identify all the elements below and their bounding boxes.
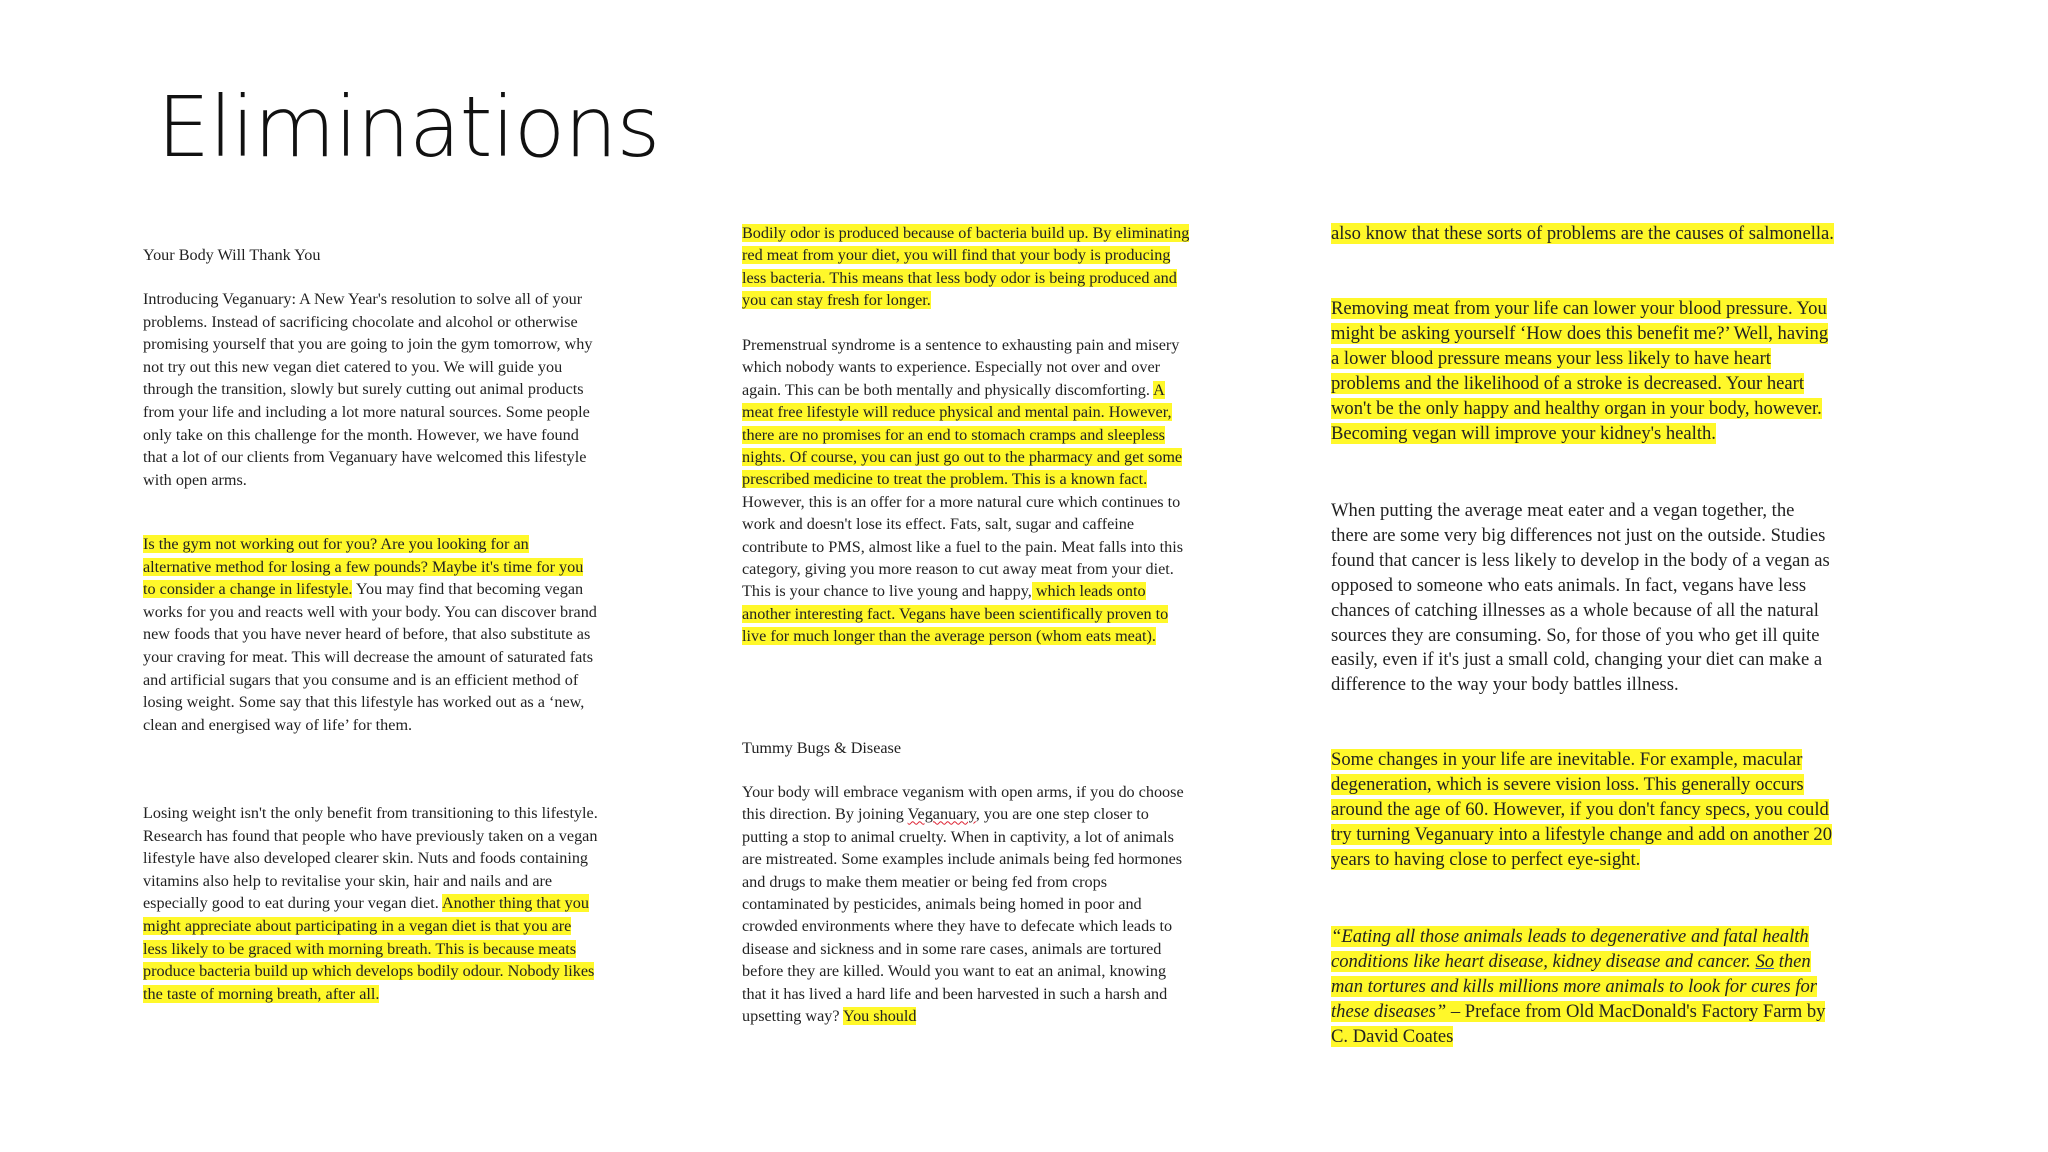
quote-attribution: – Preface from Old MacDonald's Factory Farm by C. David Coates <box>1331 1000 1826 1047</box>
highlighted-text: Removing meat from your life can lower your blood pressure. You might be asking yourself ‘How does this benefit me?’ Well, having a lower blood pressure means your less likely to have heart problems and the likelihood of a stroke is decreased. Your heart won't be the only happy and healthy organ in your body, however. Becoming vegan will improve your kidney's health. <box>1331 298 1829 444</box>
slide-title: Eliminations <box>157 78 660 176</box>
highlighted-text: Some changes in your life are inevitable. For example, macular degeneration, which is severe vision loss. This generally occurs around the age of 60. However, if you don't fancy specs, you could try turning Veganuary into a lifestyle change and add on another 20 years to having close to perfect eye-sight. <box>1331 749 1833 870</box>
paragraph: Your body will embrace veganism with open arms, if you do choose this direction. By joining Veganuary, you are one step closer to putting a stop to animal cruelty. When in captivity, a lot of animals are mistreated. Some examples include animals being fed hormones and drugs to make them meatier or being fed from crops contaminated by pesticides, animals being homed in poor and crowded environments where they have to defecate which leads to disease and sickness and in some rare cases, animals are tortured before they are killed. Would you want to eat an animal, knowing that it has lived a hard life and been harvested in such a harsh and upsetting way? You should <box>742 783 1184 1026</box>
paragraph: Losing weight isn't the only benefit from transitioning to this lifestyle. Research has found that people who have previously taken on a vegan lifestyle have also developed clearer skin. Nuts and foods containing vitamins also help to revitalise your skin, hair and nails and are especially good to eat during your vegan diet. Another thing that you might appreciate about participating in a vegan diet is that you are less likely to be graced with morning breath. This is because meats produce bacteria build up which develops bodily odour. Nobody likes the taste of morning breath, after all. <box>143 804 598 1003</box>
paragraph: Premenstrual syndrome is a sentence to exhausting pain and misery which nobody wants to experience. Especially not over and over again. This can be both mentally and physically discomforting. A meat free lifestyle will reduce physical and mental pain. However, there are no promises for an end to stomach cramps and sleepless nights. Of course, you can just go out to the pharmacy and get some prescribed medicine to treat the problem. This is a known fact. However, this is an offer for a more natural cure which continues to work and doesn't lose its effect. Fats, salt, sugar and caffeine contribute to PMS, almost like a fuel to the pain. Meat falls into this category, giving you more reason to cut away meat from your diet. This is your chance to live young and happy, which leads onto another interesting fact. Vegans have been scientifically proven to live for much longer than the average person (whom eats meat). <box>742 336 1184 646</box>
quote-text: “Eating all those animals leads to degenerative and fatal health conditions like heart disease, kidney disease and cancer. <box>1331 926 1809 972</box>
quote-text: So <box>1755 950 1775 972</box>
paragraph: Introducing Veganuary: A New Year's resolution to solve all of your problems. Instead of sacrificing chocolate and alcohol or otherwise promising yourself that you are going to join the gym tomorrow, why not try out this new vegan diet catered to you. We will guide you through the transition, slowly but surely cutting out animal products from your life and including a lot more natural sources. Some people only take on this challenge for the month. However, we have found that a lot of our clients from Veganuary have welcomed this lifestyle with open arms. <box>143 290 593 489</box>
paragraph <box>742 222 1192 312</box>
section-heading: Your Body Will Thank You <box>143 246 321 264</box>
paragraph: Is the gym not working out for you? Are you looking for an alternative method for losing a few pounds? Maybe it's time for you to consider a change in lifestyle. You may find that becoming vegan works for you and reacts well with your body. You can discover brand new foods that you have never heard of before, that also substitute as your craving for meat. This will decrease the amount of saturated fats and artificial sugars that you consume and is an efficient method of losing weight. Some say that this lifestyle has worked out as a ‘new, clean and energised way of life’ for them. <box>143 535 597 734</box>
highlighted-text: Bodily odor is produced because of bacteria build up. By eliminating red meat from your diet, you will find that your body is producing less bacteria. This means that less body odor is being produced and you can stay fresh for longer. <box>742 224 1190 310</box>
paragraph: When putting the average meat eater and a vegan together, the there are some very big differences not just on the outside. Studies found that cancer is less likely to develop in the body of a vegan as opposed to someone who eats animals. In fact, vegans have less chances of catching illnesses as a whole because of all the natural sources they are consuming. So, for those of you who get ill quite easily, even if it's just a small cold, changing your diet can make a difference to the way your body battles illness. <box>1331 500 1830 696</box>
highlighted-text: which leads onto another interesting fact. Vegans have been scientifically proven to live for much longer than the average person (whom eats meat). <box>742 582 1169 646</box>
paragraph <box>1331 297 1836 446</box>
highlighted-text: A meat free lifestyle will reduce physical and mental pain. However, there are no promises for an end to stomach cramps and sleepless nights. Of course, you can just go out to the pharmacy and get some prescribed medicine to treat the problem. This is a known fact. <box>742 380 1183 489</box>
quote-text: then man tortures and kills millions more animals to look for cures for these diseases” <box>1331 950 1818 1022</box>
quote <box>1331 925 1836 1050</box>
highlighted-text: also know that these sorts of problems are the causes of salmonella. <box>1331 223 1834 244</box>
section-heading: Tummy Bugs & Disease <box>742 739 902 757</box>
highlighted-text: Is the gym not working out for you? Are you looking for an alternative method for losing a few pounds? Maybe it's time for you to consider a change in lifestyle. <box>143 535 584 599</box>
paragraph <box>1331 748 1836 873</box>
paragraph <box>1331 222 1836 247</box>
highlighted-text: You should <box>843 1007 917 1026</box>
misspelled-word: Veganuary <box>907 805 976 824</box>
highlighted-text: Another thing that you might appreciate about participating in a vegan diet is that you are less likely to be graced with morning breath. This is because meats produce bacteria build up which develops bodily odour. Nobody likes the taste of morning breath, after all. <box>143 894 595 1003</box>
